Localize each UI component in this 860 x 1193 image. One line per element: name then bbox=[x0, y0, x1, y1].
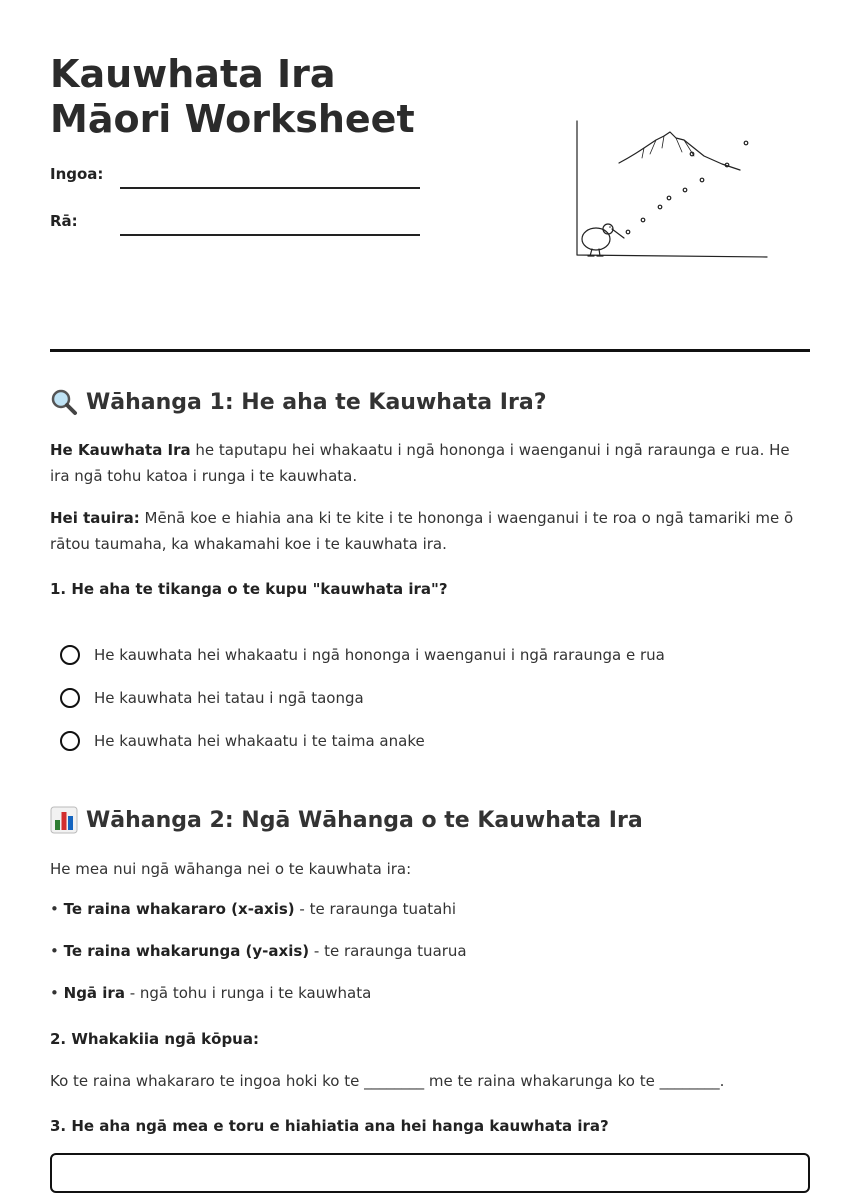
definition-text: he taputapu hei whakaatu i ngā hononga i waenganui i ngā raraunga e rua. He ira ngā tohu katoa i runga i te kauwhata. bbox=[50, 441, 790, 485]
question-2: 2. Whakakiia ngā kōpua: bbox=[50, 1030, 259, 1048]
question-1: 1. He aha te tikanga o te kupu "kauwhata ira"? bbox=[50, 580, 448, 598]
bullet-desc: - te raraunga tuatahi bbox=[294, 900, 457, 918]
bullet-desc: - ngā tohu i runga i te kauwhata bbox=[124, 984, 372, 1002]
option-label: He kauwhata hei tatau i ngā taonga bbox=[94, 689, 364, 707]
option-label: He kauwhata hei whakaatu i ngā hononga i waenganui i ngā raraunga e rua bbox=[94, 646, 665, 664]
section1-title-text: Wāhanga 1: He aha te Kauwhata Ira? bbox=[86, 389, 547, 415]
radio-button[interactable] bbox=[60, 645, 80, 665]
magnifying-glass-icon bbox=[50, 388, 78, 416]
bullet-mark: • bbox=[50, 942, 59, 960]
bullet-mark: • bbox=[50, 984, 59, 1002]
bullet-desc: - te raraunga tuarua bbox=[309, 942, 467, 960]
bullet-term: Ngā ira bbox=[63, 984, 125, 1002]
section2-intro: He mea nui ngā wāhanga nei o te kauwhata ira: bbox=[50, 860, 412, 878]
example-paragraph bbox=[50, 505, 810, 557]
date-label: Rā: bbox=[50, 212, 78, 230]
bullet-y-axis bbox=[50, 942, 467, 960]
radio-button[interactable] bbox=[60, 688, 80, 708]
bullet-dots bbox=[50, 984, 371, 1002]
name-label: Ingoa: bbox=[50, 165, 104, 183]
section2-title-text: Wāhanga 2: Ngā Wāhanga o te Kauwhata Ira bbox=[86, 807, 643, 833]
q1-option-2[interactable] bbox=[60, 688, 364, 708]
bullet-term: Te raina whakararo (x-axis) bbox=[63, 900, 295, 918]
section2-title bbox=[50, 806, 643, 834]
bullet-mark: • bbox=[50, 900, 59, 918]
example-text: Mēnā koe e hiahia ana ki te kite i te hononga i waenganui i te roa o ngā tamariki me ō rātou taumaha, ka whakamahi koe i te kauwhata ira. bbox=[50, 509, 794, 553]
bar-chart-icon bbox=[50, 806, 78, 834]
date-field-line[interactable] bbox=[120, 234, 420, 236]
name-field-line[interactable] bbox=[120, 187, 420, 189]
radio-button[interactable] bbox=[60, 731, 80, 751]
worksheet-title: Kauwhata Ira Māori Worksheet bbox=[50, 52, 415, 141]
definition-term: He Kauwhata Ira bbox=[50, 441, 191, 459]
definition-paragraph bbox=[50, 437, 810, 489]
answer-textarea[interactable] bbox=[50, 1153, 810, 1193]
bullet-term: Te raina whakarunga (y-axis) bbox=[63, 942, 310, 960]
q1-option-1[interactable] bbox=[60, 645, 665, 665]
question-3: 3. He aha ngā mea e toru e hiahiatia ana hei hanga kauwhata ira? bbox=[50, 1117, 609, 1135]
section1-title bbox=[50, 388, 546, 416]
header-divider bbox=[50, 349, 810, 352]
fill-in-blank-sentence[interactable]: Ko te raina whakararo te ingoa hoki ko te ________ me te raina whakarunga ko te ________. bbox=[50, 1072, 725, 1090]
q1-option-3[interactable] bbox=[60, 731, 425, 751]
kiwi-scatter-illustration bbox=[572, 118, 772, 263]
example-term: Hei tauira: bbox=[50, 509, 140, 527]
option-label: He kauwhata hei whakaatu i te taima anake bbox=[94, 732, 425, 750]
bullet-x-axis bbox=[50, 900, 456, 918]
